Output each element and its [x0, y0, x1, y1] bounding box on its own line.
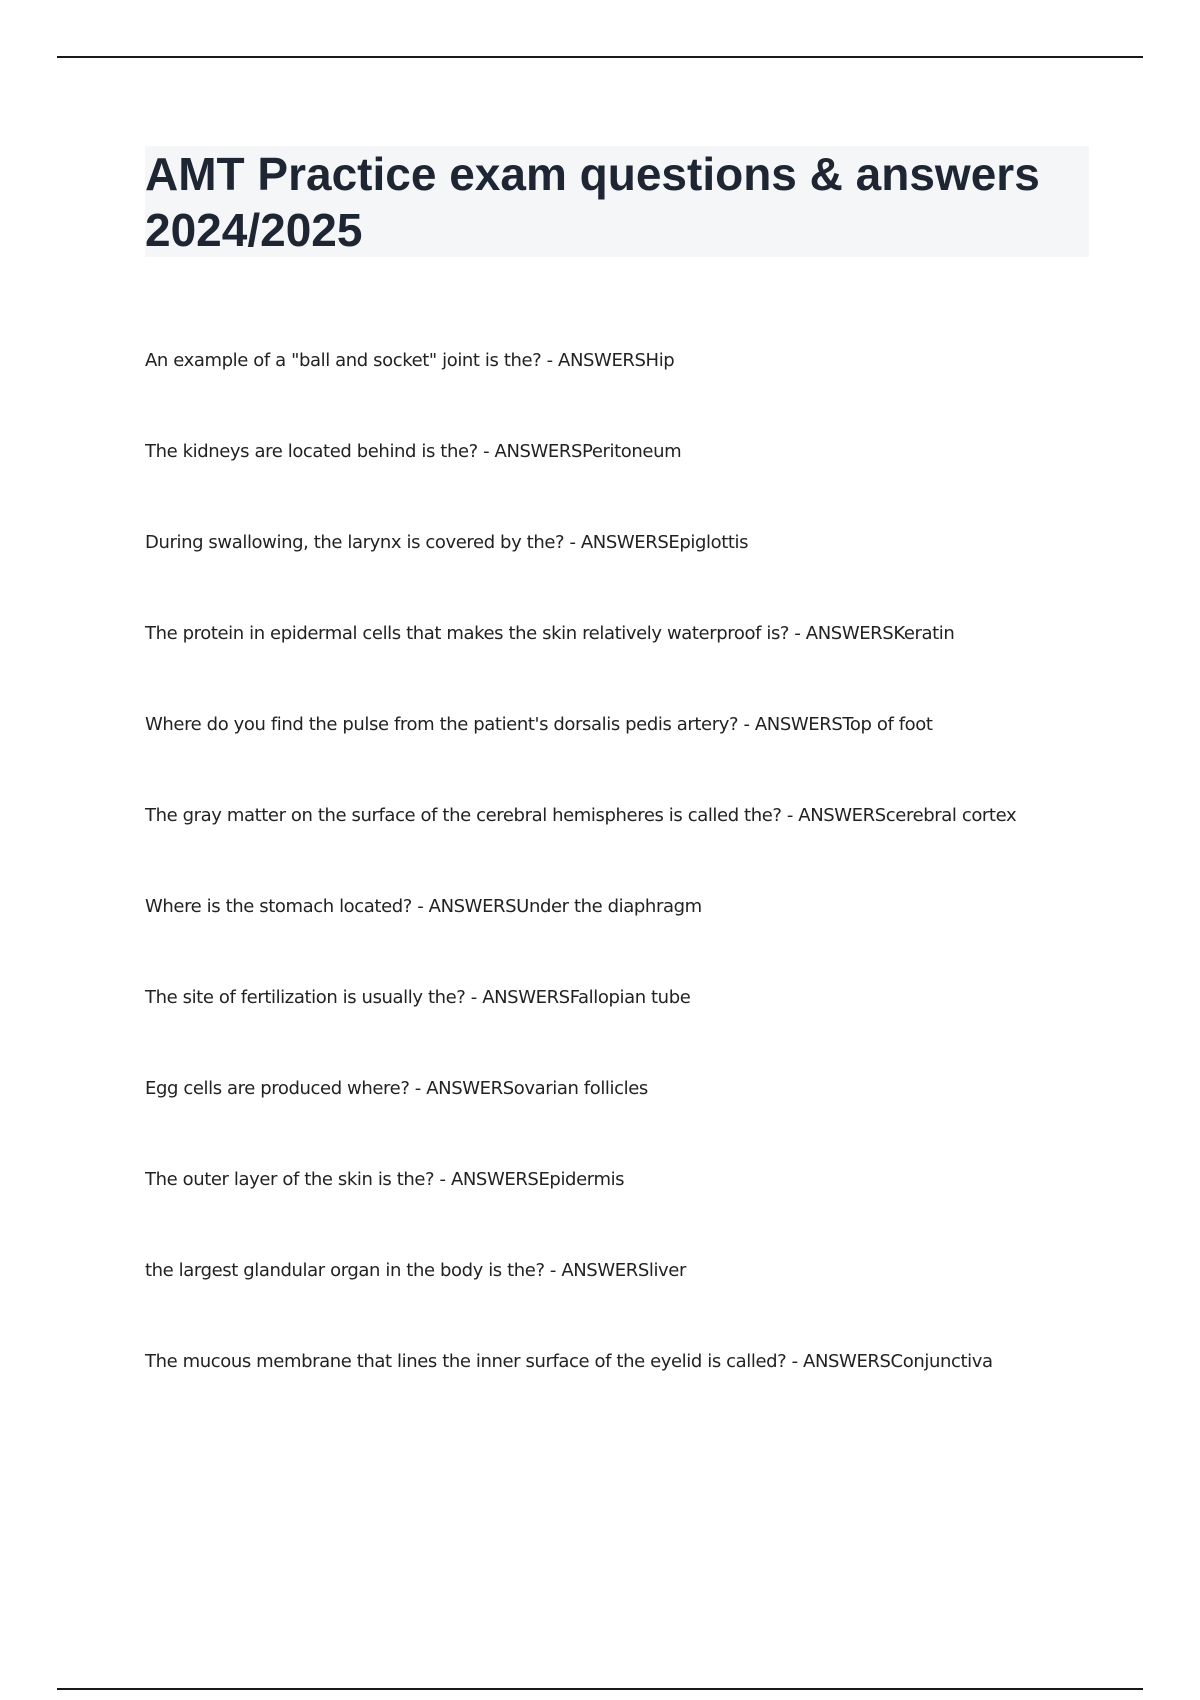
qa-item-12: The mucous membrane that lines the inner surface of the eyelid is called? - ANSWERSConjunctiva	[145, 1351, 993, 1372]
qa-list	[145, 346, 1105, 1438]
qa-item-7: Where is the stomach located? - ANSWERSUnder the diaphragm	[145, 896, 702, 917]
page-title: AMT Practice exam questions & answers 2024/2025	[145, 148, 1040, 256]
qa-item-3: During swallowing, the larynx is covered by the? - ANSWERSEpiglottis	[145, 532, 749, 553]
qa-item-11: the largest glandular organ in the body is the? - ANSWERSliver	[145, 1260, 686, 1281]
qa-item-8: The site of fertilization is usually the? - ANSWERSFallopian tube	[145, 987, 691, 1008]
footer-rule	[57, 1688, 1143, 1690]
qa-item-2: The kidneys are located behind is the? - ANSWERSPeritoneum	[145, 441, 682, 462]
qa-item-6: The gray matter on the surface of the cerebral hemispheres is called the? - ANSWERScerebral cortex	[145, 805, 1017, 826]
qa-item-1: An example of a "ball and socket" joint is the? - ANSWERSHip	[145, 350, 675, 371]
title-block	[145, 146, 1089, 257]
qa-item-9: Egg cells are produced where? - ANSWERSovarian follicles	[145, 1078, 648, 1099]
header-rule	[57, 56, 1143, 58]
qa-item-5: Where do you find the pulse from the patient's dorsalis pedis artery? - ANSWERSTop of foot	[145, 714, 933, 735]
qa-item-10: The outer layer of the skin is the? - ANSWERSEpidermis	[145, 1169, 625, 1190]
qa-item-4: The protein in epidermal cells that makes the skin relatively waterproof is? - ANSWERSKeratin	[145, 623, 955, 644]
